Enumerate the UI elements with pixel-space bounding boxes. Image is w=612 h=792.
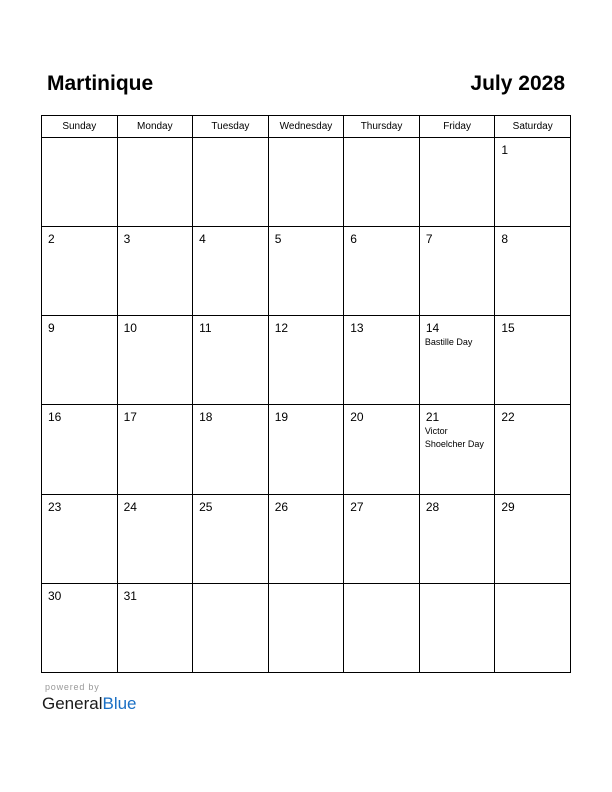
weekday-tuesday: Tuesday [193,116,269,138]
calendar-day-cell [193,316,269,405]
day-number: 22 [501,410,515,425]
calendar-week-row [42,405,571,494]
calendar-day-cell [344,138,420,227]
calendar-day-cell [268,405,344,494]
day-number: 12 [274,321,289,336]
calendar-day-cell [419,494,495,583]
calendar-week-row [42,227,571,316]
calendar-day-cell [344,227,420,316]
calendar-week-row [42,583,571,672]
weekday-header-row [42,116,571,138]
day-number: 23 [48,499,62,514]
calendar-day-cell [193,405,269,494]
calendar-day-cell [42,138,118,227]
day-number: 30 [48,588,62,603]
brand-name-general: General [42,694,103,713]
weekday-wednesday: Wednesday [268,116,344,138]
calendar-day-cell [117,316,193,405]
calendar-day-cell [42,405,118,494]
calendar-day-cell [117,583,193,672]
day-number: 5 [274,232,282,247]
calendar-day-cell [193,227,269,316]
calendar-day-cell [42,494,118,583]
holiday-label: Victor Shoelcher Day [424,426,484,450]
brand-logo[interactable] [42,693,137,715]
calendar-day-cell [117,405,193,494]
calendar-day-cell [268,494,344,583]
calendar-day-cell [495,583,571,672]
day-number: 7 [425,232,433,247]
day-number: 20 [350,410,364,425]
powered-by-label: powered by [45,682,100,692]
calendar-day-cell [117,227,193,316]
calendar-day-cell [268,583,344,672]
day-number: 9 [48,321,55,336]
calendar-body [42,138,571,673]
day-number: 3 [123,232,131,247]
day-number: 27 [350,499,364,514]
calendar-day-cell [42,316,118,405]
calendar-month-title: July 2028 [470,72,565,95]
day-number: 15 [501,321,515,336]
calendar-day-cell [495,138,571,227]
day-number: 11 [199,321,212,336]
calendar-grid [41,115,571,673]
day-number: 25 [199,499,213,514]
calendar-day-cell [268,316,344,405]
day-number: 18 [199,410,213,425]
day-number: 2 [48,232,55,247]
calendar-day-cell [419,405,495,494]
calendar-day-cell [117,138,193,227]
day-number: 16 [48,410,62,425]
calendar-day-cell [193,494,269,583]
day-number: 26 [274,499,289,514]
weekday-sunday: Sunday [42,116,118,138]
day-number: 6 [350,232,357,247]
calendar-day-cell [495,227,571,316]
day-number: 13 [350,321,364,336]
day-number: 31 [123,588,137,603]
day-number: 4 [199,232,206,247]
day-number: 10 [123,321,137,336]
holiday-label: Bastille Day [424,337,473,348]
calendar-day-cell [268,227,344,316]
day-number: 21 [425,410,440,425]
calendar-day-cell [193,138,269,227]
weekday-friday: Friday [419,116,495,138]
calendar-day-cell [419,138,495,227]
calendar-week-row [42,316,571,405]
calendar-day-cell [193,583,269,672]
weekday-monday: Monday [117,116,193,138]
calendar-day-cell [42,227,118,316]
weekday-thursday: Thursday [344,116,420,138]
day-number: 8 [501,232,509,247]
day-number: 14 [425,321,440,336]
calendar-week-row [42,138,571,227]
day-number: 28 [425,499,440,514]
calendar-day-cell [344,405,420,494]
calendar-day-cell [495,405,571,494]
day-number: 24 [123,499,137,514]
calendar-day-cell [495,316,571,405]
calendar-day-cell [344,494,420,583]
calendar-day-cell [268,138,344,227]
calendar-day-cell [42,583,118,672]
calendar-day-cell [495,494,571,583]
calendar-day-cell [344,316,420,405]
brand-name-blue: Blue [102,694,137,713]
day-number: 19 [274,410,289,425]
calendar-day-cell [419,316,495,405]
calendar-day-cell [117,494,193,583]
calendar-day-cell [344,583,420,672]
day-number: 29 [501,499,515,514]
calendar-day-cell [419,227,495,316]
calendar-day-cell [419,583,495,672]
calendar-country-title: Martinique [47,72,154,95]
day-number: 1 [501,143,509,157]
calendar-week-row [42,494,571,583]
weekday-saturday: Saturday [495,116,571,138]
day-number: 17 [123,410,137,425]
